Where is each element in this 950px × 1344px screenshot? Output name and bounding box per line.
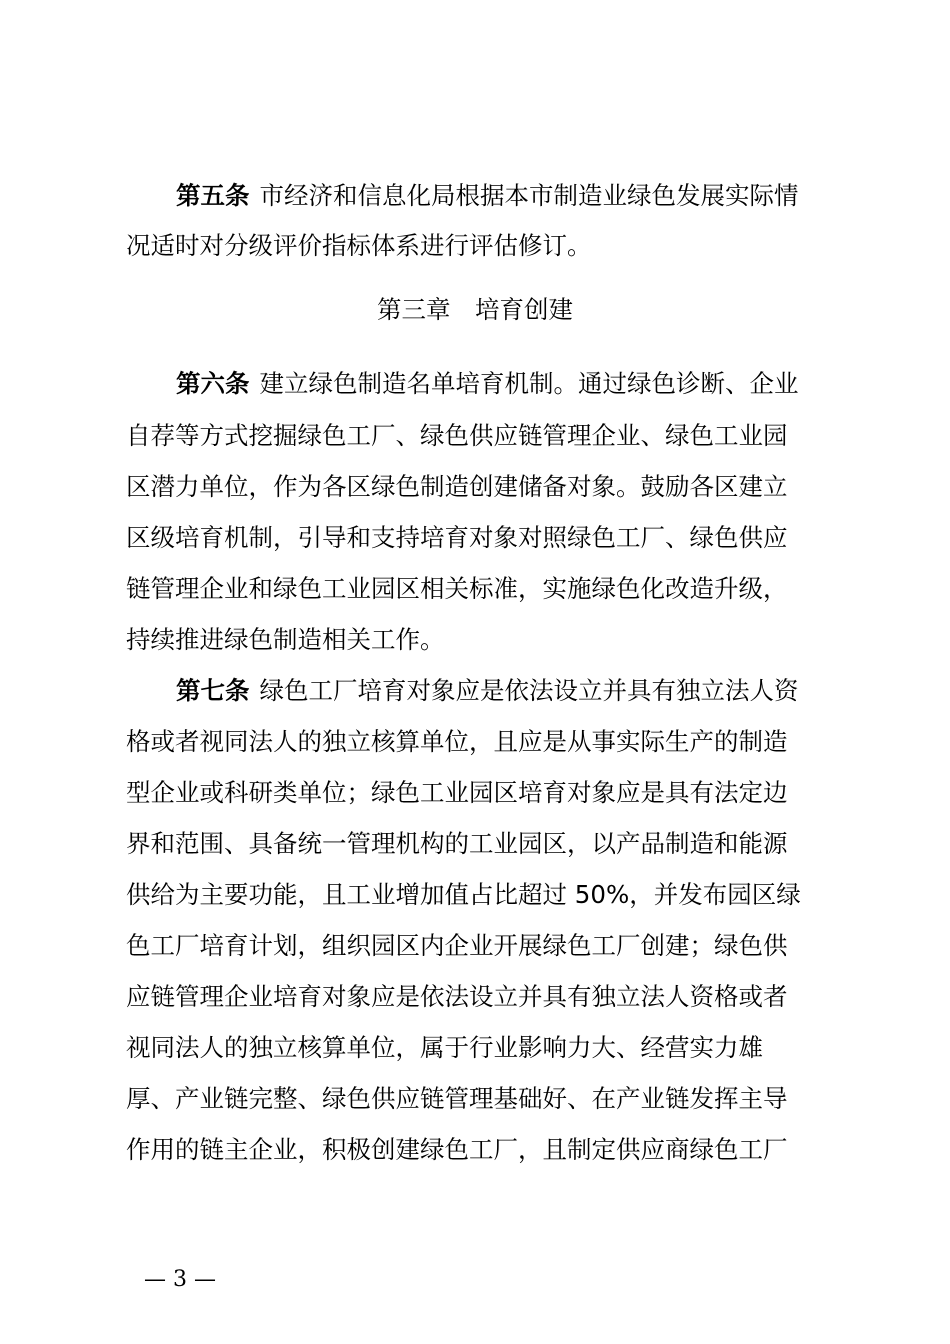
article-6-line-3: 区潜力单位，作为各区绿色制造创建储备对象。鼓励各区建立 bbox=[126, 472, 788, 501]
article-5-label: 第五条 bbox=[176, 181, 250, 210]
article-7-line-6: 色工厂培育计划，组织园区内企业开展绿色工厂创建；绿色供 bbox=[126, 931, 788, 960]
article-7-line-3: 型企业或科研类单位；绿色工业园区培育对象应是具有法定边 bbox=[126, 778, 788, 807]
article-7-line-7: 应链管理企业培育对象应是依法设立并具有独立法人资格或者 bbox=[126, 982, 788, 1011]
article-5-text-1: 市经济和信息化局根据本市制造业绿色发展实际情 bbox=[259, 181, 799, 210]
article-6-line-4: 区级培育机制，引导和支持培育对象对照绿色工厂、绿色供应 bbox=[126, 523, 788, 552]
article-7-line-1 bbox=[176, 675, 886, 707]
article-6-text-1: 建立绿色制造名单培育机制。通过绿色诊断、企业 bbox=[259, 369, 799, 398]
article-7-line-10: 作用的链主企业，积极创建绿色工厂，且制定供应商绿色工厂 bbox=[126, 1135, 788, 1164]
article-7-line-5: 供给为主要功能，且工业增加值占比超过 50%，并发布园区绿 bbox=[126, 880, 801, 909]
article-6-line-5: 链管理企业和绿色工业园区相关标准，实施绿色化改造升级， bbox=[126, 574, 788, 603]
article-6-line-1 bbox=[176, 368, 886, 400]
article-7-line-8: 视同法人的独立核算单位，属于行业影响力大、经营实力雄 bbox=[126, 1033, 763, 1062]
article-5-line-2: 况适时对分级评价指标体系进行评估修订。 bbox=[126, 231, 592, 260]
article-6-label: 第六条 bbox=[176, 369, 250, 398]
article-7-text-1: 绿色工厂培育对象应是依法设立并具有独立法人资 bbox=[259, 676, 799, 705]
article-7-label: 第七条 bbox=[176, 676, 250, 705]
article-7-line-9: 厚、产业链完整、绿色供应链管理基础好、在产业链发挥主导 bbox=[126, 1084, 788, 1113]
page-number: — 3 — bbox=[144, 1267, 216, 1292]
article-6-line-2: 自荐等方式挖掘绿色工厂、绿色供应链管理企业、绿色工业园 bbox=[126, 421, 788, 450]
article-6-line-6: 持续推进绿色制造相关工作。 bbox=[126, 625, 445, 654]
article-7-line-2: 格或者视同法人的独立核算单位，且应是从事实际生产的制造 bbox=[126, 727, 788, 756]
article-7-line-4: 界和范围、具备统一管理机构的工业园区，以产品制造和能源 bbox=[126, 829, 788, 858]
article-5-line-1 bbox=[176, 180, 886, 212]
chapter-heading: 第三章 培育创建 bbox=[377, 295, 573, 324]
